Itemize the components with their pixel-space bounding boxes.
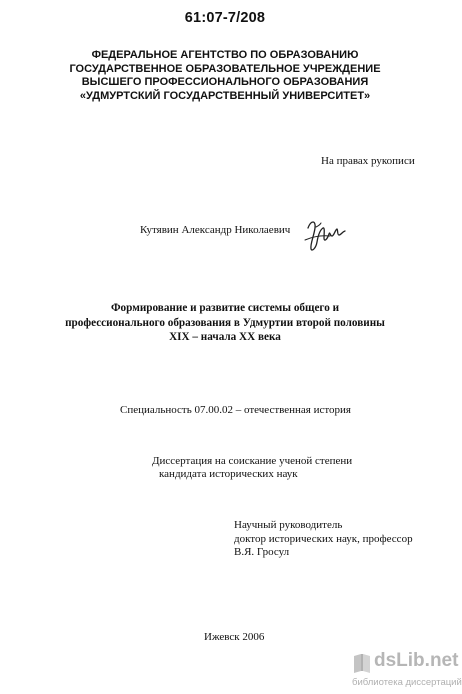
title-line: Формирование и развитие системы общего и — [110, 302, 340, 314]
supervisor-line: Научный руководитель — [234, 519, 343, 531]
signature — [302, 214, 348, 259]
city-year: Ижевск 2006 — [204, 631, 265, 643]
organization-line: ФЕДЕРАЛЬНОЕ АГЕНТСТВО ПО ОБРАЗОВАНИЮ — [91, 49, 359, 61]
degree-line: кандидата исторических наук — [159, 468, 298, 480]
supervisor-block — [234, 519, 413, 560]
degree-line: Диссертация на соискание ученой степени — [152, 455, 353, 467]
organization-header — [0, 49, 450, 103]
degree-statement — [152, 455, 352, 481]
watermark-tagline: библиотека диссертаций — [352, 677, 462, 688]
title-line: профессионального образования в Удмуртии второй половины — [65, 316, 385, 329]
supervisor-line: В.Я. Гросул — [234, 546, 290, 558]
watermark — [352, 650, 462, 694]
rights-note: На правах рукописи — [321, 155, 415, 167]
organization-line: ВЫСШЕГО ПРОФЕССИОНАЛЬНОГО ОБРАЗОВАНИЯ — [81, 76, 369, 89]
title-line: XIX – начала XX века — [169, 331, 281, 344]
dissertation-title — [0, 301, 450, 345]
organization-line: «УДМУРТСКИЙ ГОСУДАРСТВЕННЫЙ УНИВЕРСИТЕТ» — [79, 89, 371, 102]
book-icon — [352, 652, 372, 674]
supervisor-line: доктор исторических наук, профессор — [234, 532, 413, 545]
document-code: 61:07-7/208 — [184, 10, 266, 26]
author-name: Кутявин Александр Николаевич — [140, 224, 291, 236]
watermark-brand: dsLib.net — [374, 650, 459, 671]
signature-icon — [302, 214, 348, 254]
specialty: Специальность 07.00.02 – отечественная история — [120, 404, 351, 416]
organization-line: ГОСУДАРСТВЕННОЕ ОБРАЗОВАТЕЛЬНОЕ УЧРЕЖДЕНИЕ — [69, 62, 381, 75]
